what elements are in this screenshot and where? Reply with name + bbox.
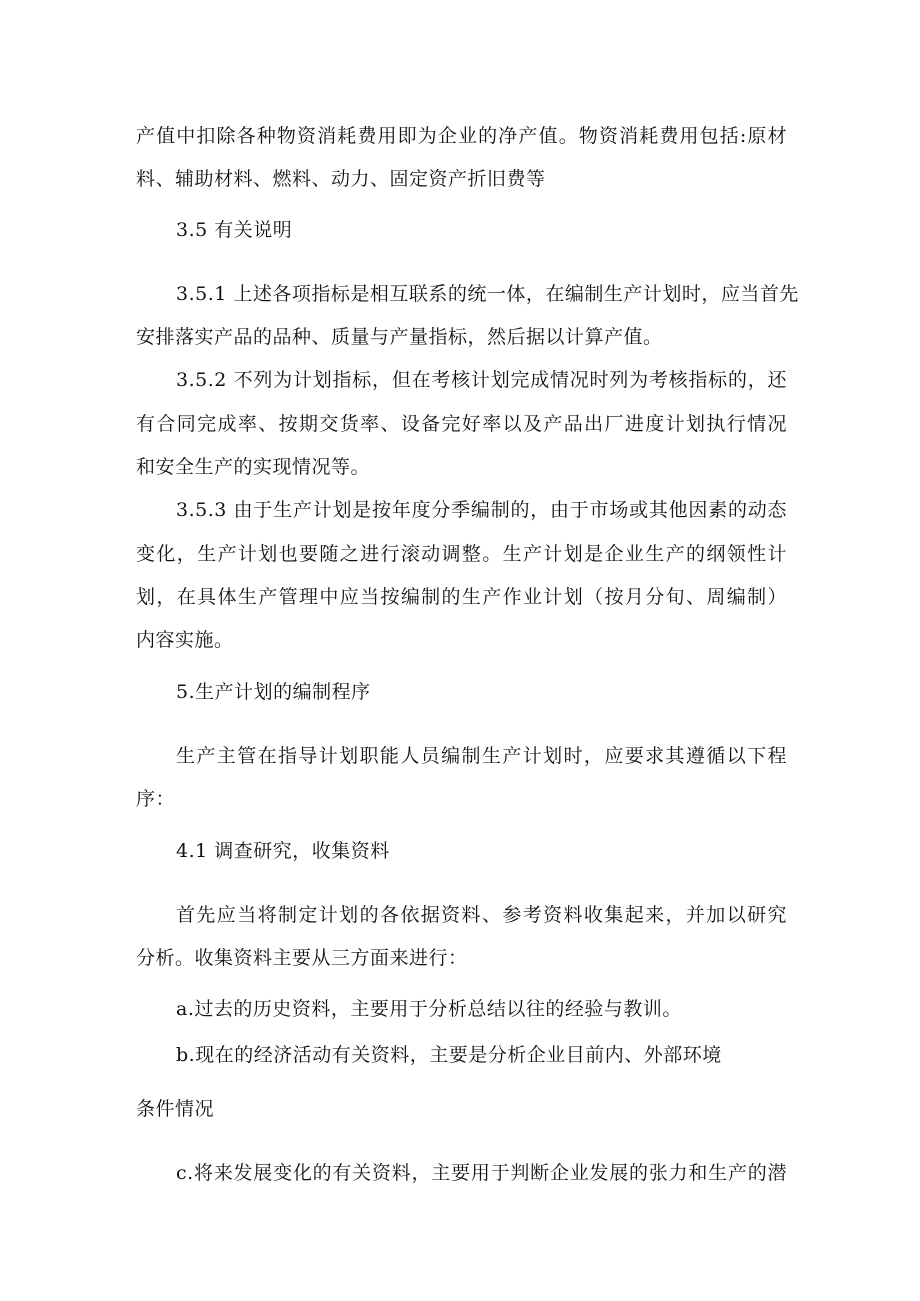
paragraph-line: 分析。收集资料主要从三方面来进行： — [136, 947, 468, 969]
paragraph-line: 产值中扣除各种物资消耗费用即为企业的净产值。物资消耗费用包括:原材 — [136, 125, 787, 147]
paragraph-line: 有合同完成率、按期交货率、设备完好率以及产品出厂进度计划执行情况 — [136, 413, 787, 435]
paragraph-line: 3.5.2 不列为计划指标，但在考核计划完成情况时列为考核指标的，还 — [176, 369, 787, 391]
list-item: b.现在的经济活动有关资料，主要是分析企业目前内、外部环境 — [176, 1044, 722, 1066]
paragraph-line: 生产主管在指导计划职能人员编制生产计划时，应要求其遵循以下程 — [176, 745, 787, 767]
paragraph-line: 序： — [136, 788, 176, 810]
section-heading: 4.1 调查研究，收集资料 — [176, 840, 390, 862]
paragraph-line: 和安全生产的实现情况等。 — [136, 456, 371, 478]
paragraph-line: 条件情况 — [136, 1098, 215, 1120]
paragraph-line: 首先应当将制定计划的各依据资料、参考资料收集起来，并加以研究 — [176, 904, 787, 926]
list-item: a.过去的历史资料，主要用于分析总结以往的经验与教训。 — [176, 998, 682, 1020]
paragraph-line: 3.5.3 由于生产计划是按年度分季编制的，由于市场或其他因素的动态 — [176, 499, 787, 521]
paragraph-line: 安排落实产品的品种、质量与产量指标，然后据以计算产值。 — [136, 326, 663, 348]
section-heading: 3.5 有关说明 — [176, 219, 293, 241]
list-item: c.将来发展变化的有关资料，主要用于判断企业发展的张力和生产的潜 — [176, 1162, 787, 1184]
paragraph-line: 料、辅助材料、燃料、动力、固定资产折旧费等 — [136, 168, 546, 190]
section-heading: 5.生产计划的编制程序 — [176, 681, 371, 703]
paragraph-line: 内容实施。 — [136, 629, 234, 651]
paragraph-line: 变化，生产计划也要随之进行滚动调整。生产计划是企业生产的纲领性计 — [136, 543, 787, 565]
paragraph-line: 3.5.1 上述各项指标是相互联系的统一体，在编制生产计划时，应当首先 — [176, 283, 799, 305]
paragraph-line: 划，在具体生产管理中应当按编制的生产作业计划（按月分旬、周编制） — [136, 586, 787, 608]
